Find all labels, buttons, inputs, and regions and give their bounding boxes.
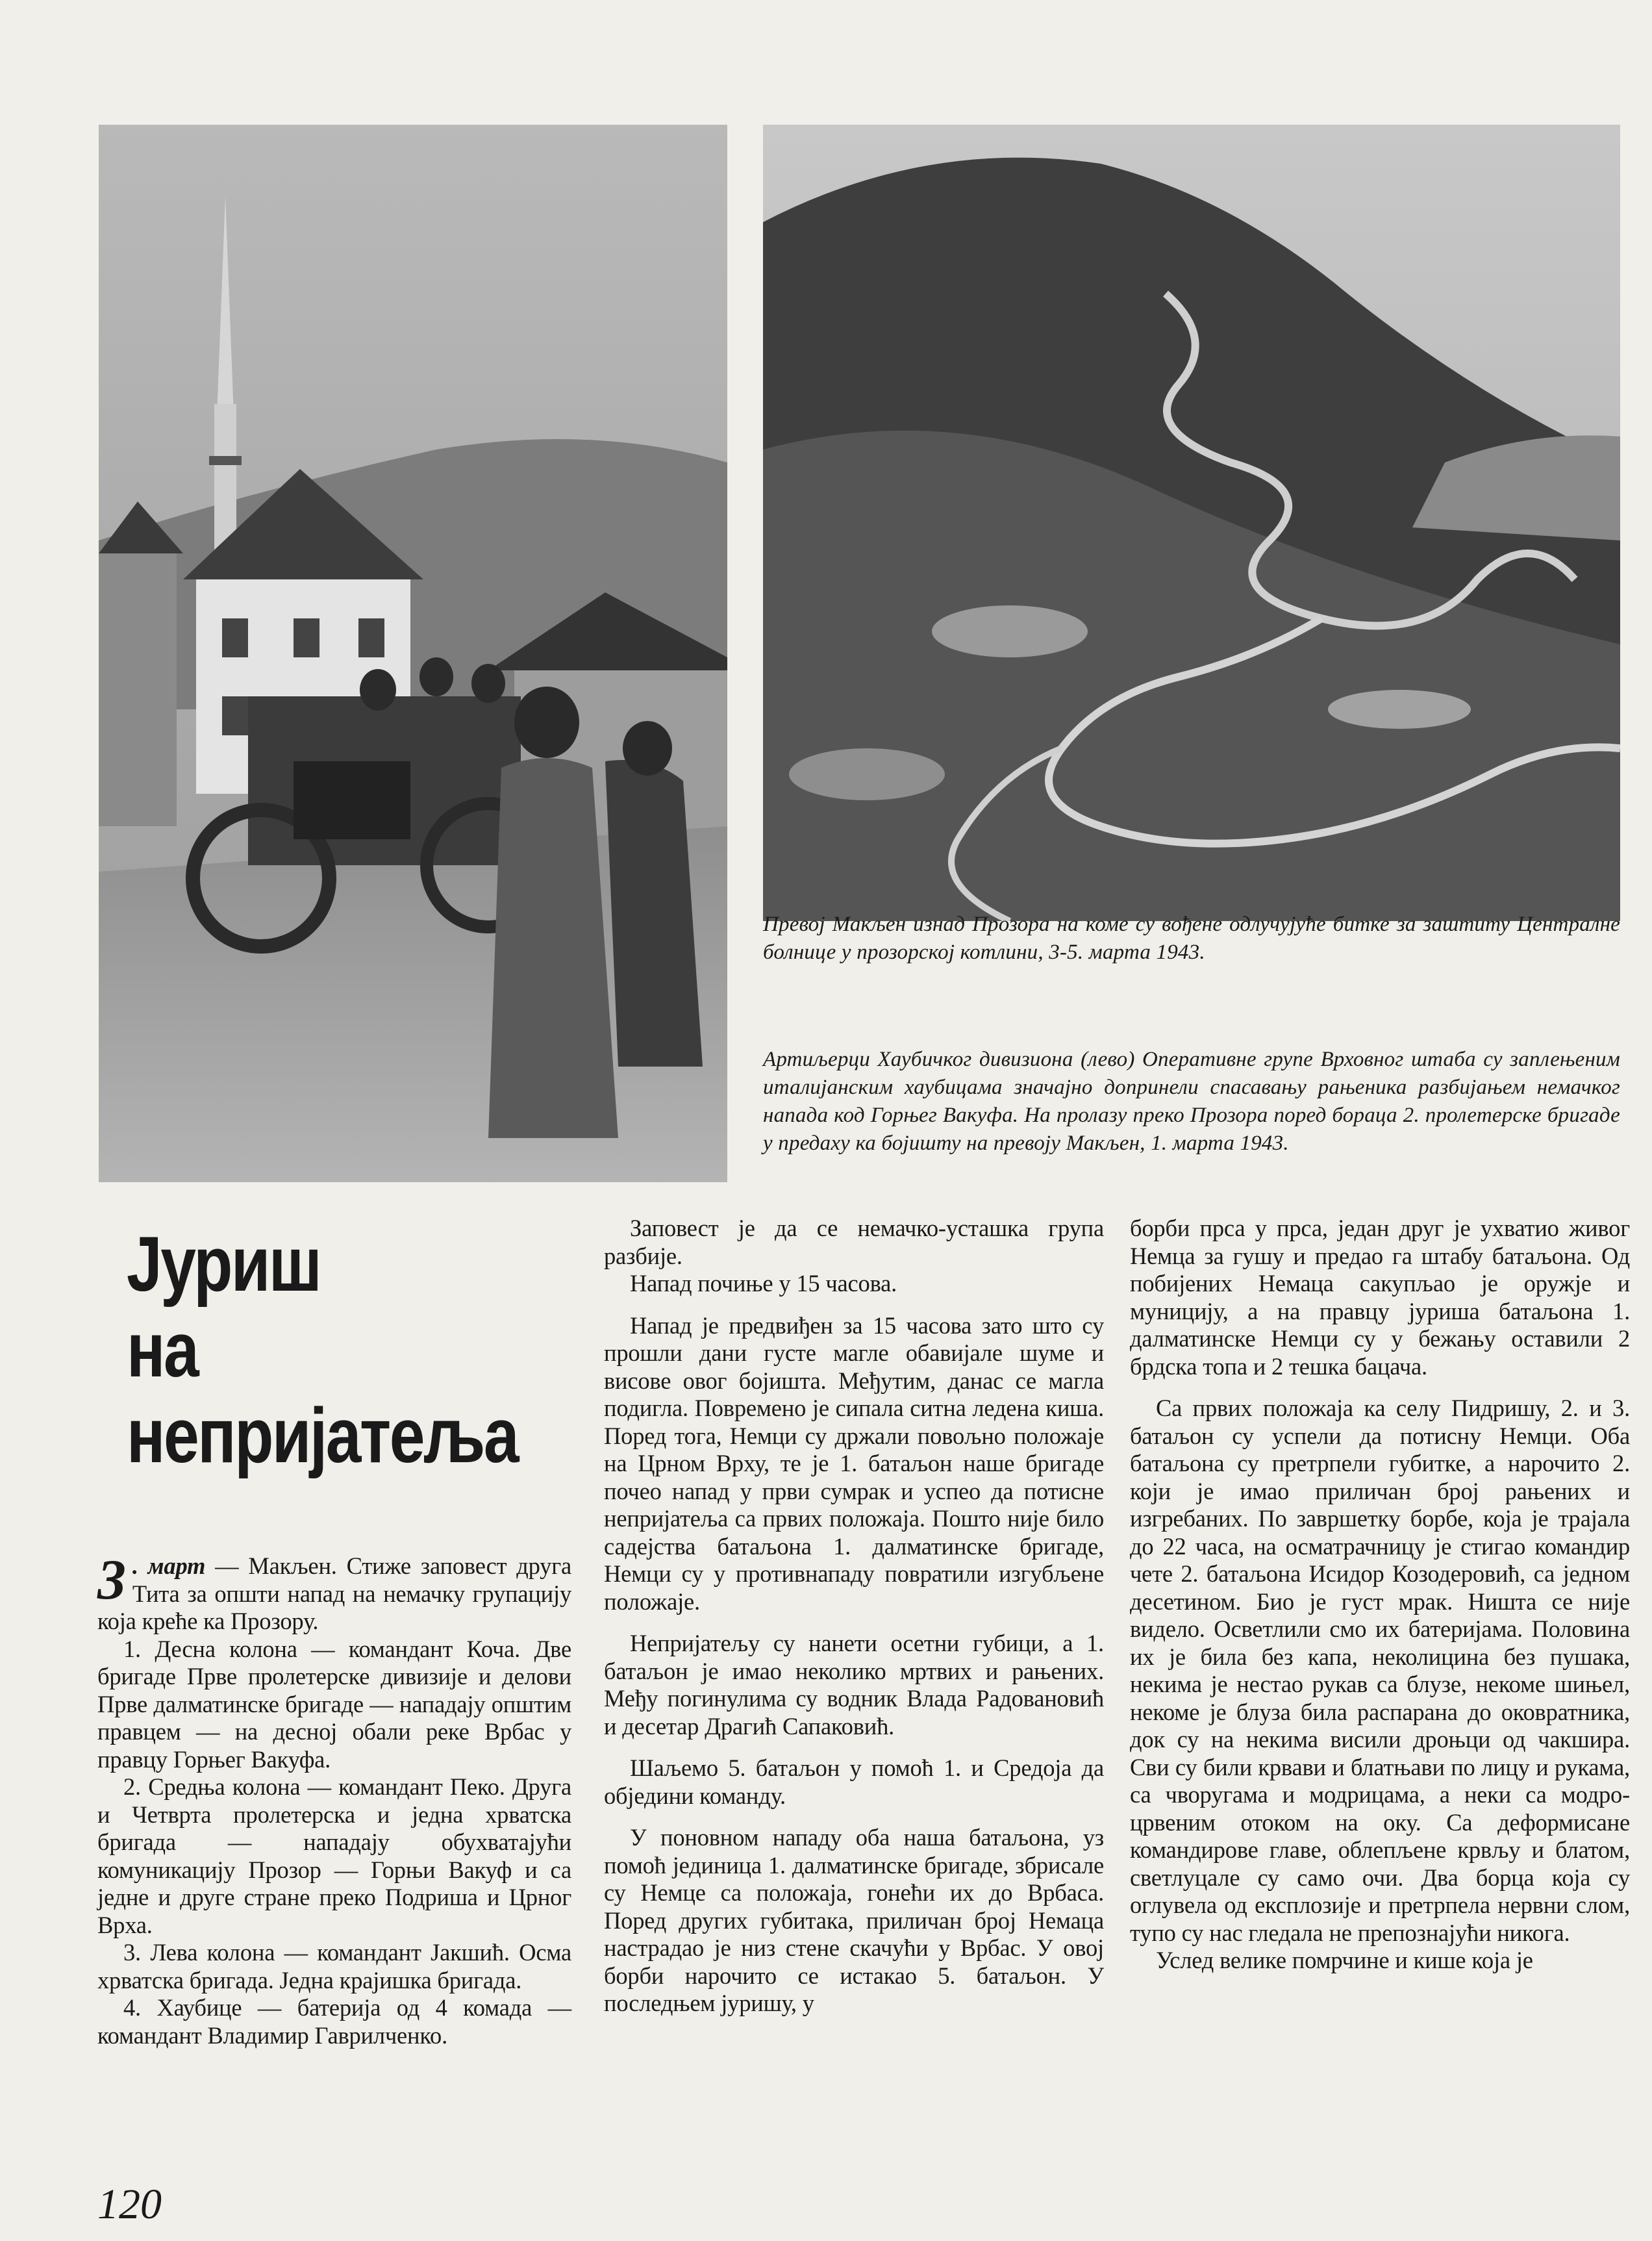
article-paragraph: У поновном нападу оба наша батаљона, уз помоћ јединица 1. далматинске бригаде, збрисале су Немце са положаја, гонећи их до Врбаса. Поред других губитака, приличан број Немаца настрадао је низ стене скачући у Врбас. У овој борби нарочито се истакао 5. батаљон. У последњем јуришу, у <box>604 1824 1104 2016</box>
drop-cap: 3 <box>97 1549 126 1612</box>
headline-line-1: Јуриш <box>127 1221 321 1308</box>
headline-line-3: непријатеља <box>127 1392 518 1479</box>
article-headline <box>127 1221 518 1479</box>
article-paragraph <box>97 1549 571 1636</box>
article-paragraph: 2. Средња колона — командант Пеко. Друга и Четврта пролетерска и једна хрватска бригада — нападају обухватајући комуникацију Прозор — Горњи Вакуф и са једне и друге стране преко Подриша и Црног Врха. <box>97 1773 571 1938</box>
article-column-3 <box>1130 1215 1630 1975</box>
article-paragraph: Услед велике помрчине и кише која је <box>1156 1947 1533 1973</box>
article-paragraph: 4. Хаубице — батерија од 4 комада — командант Владимир Гаврилченко. <box>97 1994 571 2049</box>
article-paragraph: Са првих положаја ка селу Пидришу, 2. и 3. батаљон су успели да потисну Немци. Оба батаљона су претрпели губитке, а нарочито 2. који је имао приличан број рањених и изгребаних. По завршетку борбе, која је трајала до 22 часа, на осматрачницу је стигао командир чете 2. батаљона Исидор Козодеровић, са једном десетином. Био је густ мрак. Ништа се није видело. Осветлили смо их батеријама. Половина их је била без капа, неколицина без пушака, некима је нестао рукав са блузе, некоме шињел, некоме је блуза била распарана до оковратника, док су на некима висили дроњци од чакшира. Сви су били крвави и блатњави по лицу и рукама, са чворугама и модрицама, а неки са модро-црвеним отоком на оку. Са деформисане командирове главе, облепљене крвљу и блатом, светлуцале су само очи. Два борца која су оглувела од експлозије и претрпела нервни слом, тупо су нас гледала не препознајући никога. <box>1130 1395 1630 1946</box>
photo-artillery-prozor <box>99 125 727 1182</box>
article-paragraph: Напад је предвиђен за 15 часова зато што су прошли дани густе магле обавијале шуме и висове овог бојишта. Међутим, данас се магла подигла. Повремено је сипала ситна ледена киша. Поред тога, Немци су држали повољно положаје на Црном Врху, те је 1. батаљон наше бригаде почео напад у први сумрак и успео да потисне непријатеља са првих положаја. Пошто није било садејства батаљона 1. далматинске бригаде, Немци су у противнападу повратили изгубљене положаје. <box>604 1311 1104 1615</box>
entry-date: . март <box>132 1552 206 1579</box>
article-paragraph: Шаљемо 5. батаљон у помоћ 1. и Средоја да обједини команду. <box>604 1754 1104 1809</box>
article-column-1 <box>97 1549 571 2049</box>
photo-caption-artillery: Артиљерци Хаубичког дивизиона (лево) Оперативне групе Врховног штаба су заплењеним италијанским хаубицама значајно допринели спасавању рањеника разбијањем немачког напада код Горњег Вакуфа. На пролазу преко Прозора поред бораца 2. пролетерске бригаде у предаху ка бојишту на превоју Макљен, 1. марта 1943. <box>763 1048 1620 1155</box>
article-paragraph: Непријатељу су нанети осетни губици, а 1. батаљон је имао неколико мртвих и рањених. Међу погинулима су водник Влада Радовановић и десетар Драгић Сапаковић. <box>604 1630 1104 1740</box>
article-paragraph: 1. Десна колона — командант Коча. Две бригаде Прве пролетерске дивизије и делови Прве далматинске бригаде — нападају општим правцем — на десној обали реке Врбас у правцу Горњег Вакуфа. <box>97 1635 571 1773</box>
photo-caption-makljen: Превој Макљен изнад Прозора на коме су вођене одлучујуће битке за заштиту Централне болнице у прозорској котлини, 3-5. марта 1943. <box>763 913 1620 964</box>
article-paragraph: 3. Лева колона — командант Јакшић. Осма хрватска бригада. Једна крајишка бригада. <box>97 1939 571 1994</box>
page-number: 120 <box>97 2181 162 2228</box>
headline-line-2: на <box>127 1306 198 1393</box>
photo-makljen-pass <box>763 125 1620 921</box>
paragraph-text: — Макљен. Стиже заповест друга Тита за општи напад на немачку групацију која креће ка Прозору. <box>97 1552 571 1634</box>
article-paragraph: Напад почиње у 15 часова. <box>630 1270 897 1297</box>
article-paragraph: Заповест је да се немачко-усташка група разбије. <box>604 1215 1104 1269</box>
article-paragraph: борби прса у прса, један друг је ухватио живог Немца за гушу и предао га штабу батаљона. Од побијених Немаца сакупљао је оружје и муницију, а на правцу јуриша батаљона 1. далматинске Немци су у бежању оставили 2 брдска топа и 2 тешка бацача. <box>1130 1215 1630 1380</box>
article-column-2 <box>604 1215 1104 2018</box>
